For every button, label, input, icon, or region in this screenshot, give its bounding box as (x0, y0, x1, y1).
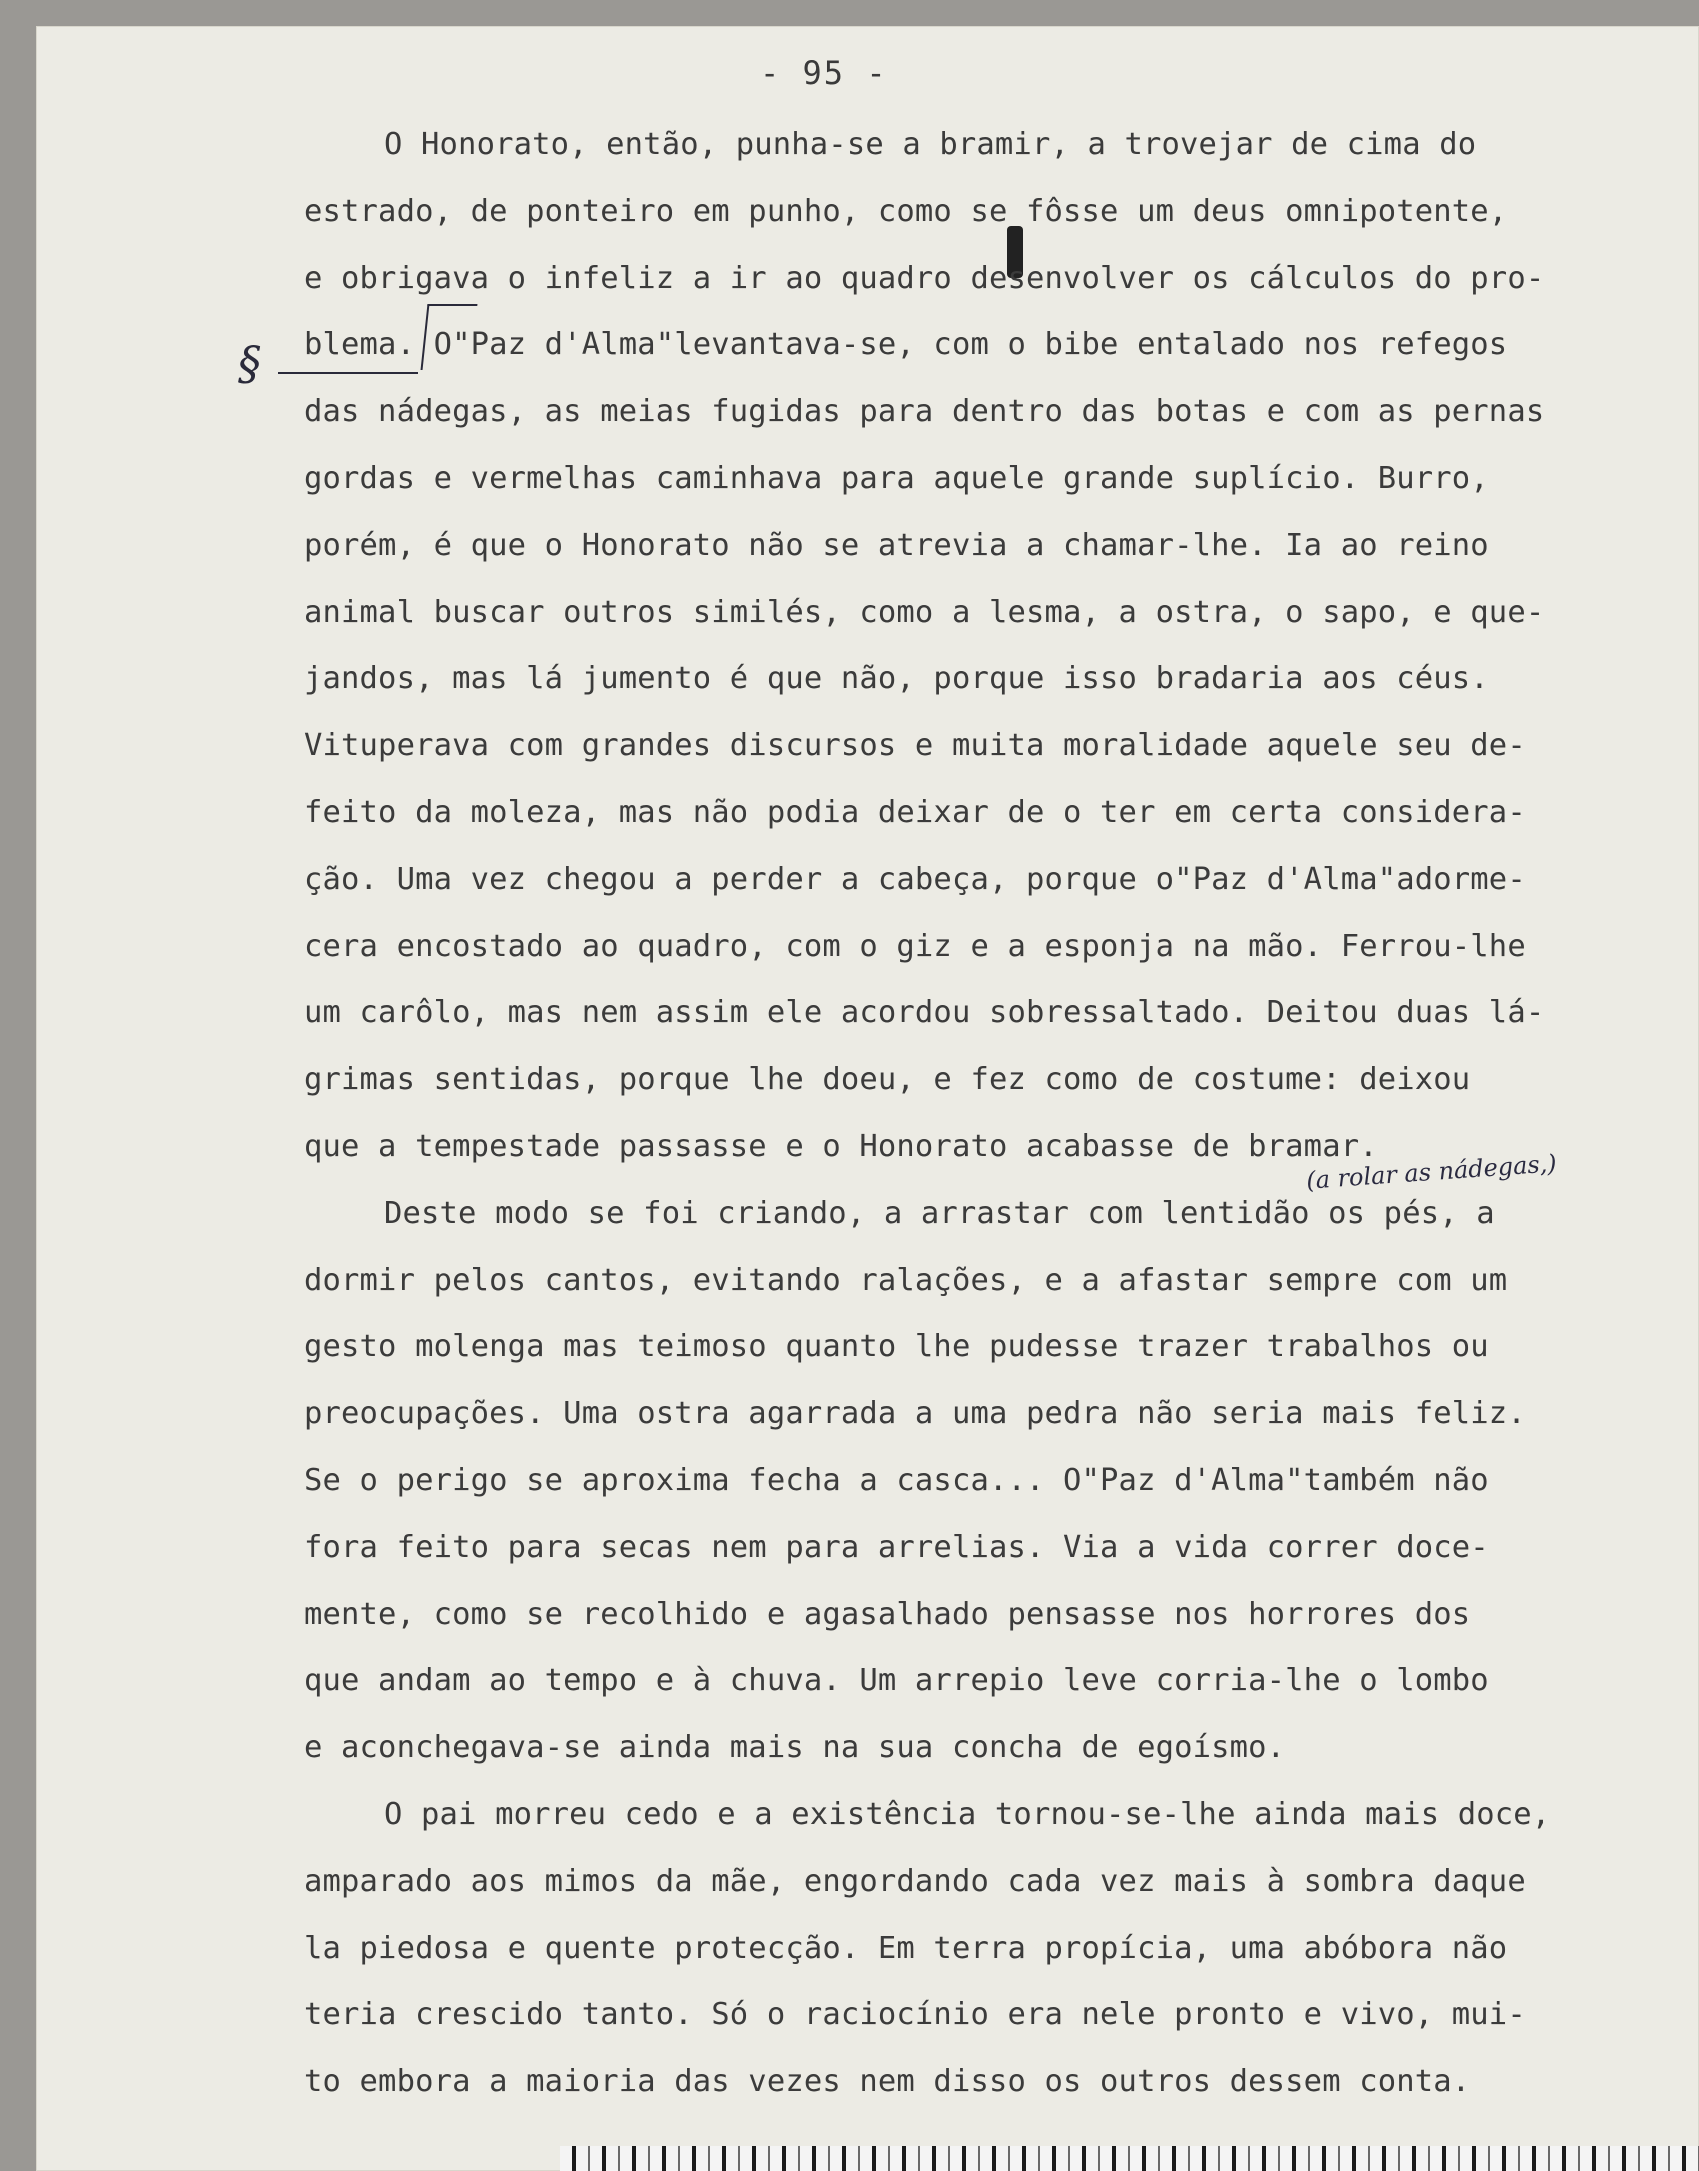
handwritten-annotation: (a rolar as nádegas,) (1305, 1149, 1558, 1195)
text-line: la piedosa e quente protecção. Em terra propícia, uma abóbora não (304, 1930, 1508, 1966)
text-line: estrado, de ponteiro em punho, como se fôsse um deus omnipotente, (304, 193, 1508, 229)
text-line: gordas e vermelhas caminhava para aquele grande suplício. Burro, (304, 460, 1489, 496)
text-line: fora feito para secas nem para arrelias. Via a vida correr doce- (304, 1529, 1489, 1565)
text-line: Deste modo se foi criando, a arrastar com lentidão os pés, a (384, 1195, 1495, 1231)
text-line: amparado aos mimos da mãe, engordando cada vez mais à sombra daque (304, 1863, 1526, 1899)
text-line: que andam ao tempo e à chuva. Um arrepio leve corria-lhe o lombo (304, 1663, 1489, 1699)
text-line: e aconchegava-se ainda mais na sua concha de egoísmo. (304, 1730, 1286, 1766)
text-line: jandos, mas lá jumento é que não, porque isso bradaria aos céus. (304, 661, 1489, 697)
typed-text (304, 112, 1684, 2116)
page-number: - 95 - (760, 54, 888, 92)
text-line: e obrigava o infeliz a ir ao quadro desenvolver os cálculos do pro- (304, 260, 1545, 296)
text-line: preocupações. Uma ostra agarrada a uma pedra não seria mais feliz. (304, 1396, 1526, 1432)
text-line: grimas sentidas, porque lhe doeu, e fez como de costume: deixou (304, 1062, 1471, 1098)
color-scale-bar (560, 2146, 1699, 2171)
text-line: Se o perigo se aproxima fecha a casca... O"Paz d'Alma"também não (304, 1462, 1489, 1498)
text-line: O pai morreu cedo e a existência tornou-se-lhe ainda mais doce, (384, 1796, 1551, 1832)
text-line: das nádegas, as meias fugidas para dentro das botas e com as pernas (304, 394, 1545, 430)
text-line: feito da moleza, mas não podia deixar de o ter em certa considera- (304, 794, 1526, 830)
text-line: um carôlo, mas nem assim ele acordou sobressaltado. Deitou duas lá- (304, 995, 1545, 1031)
text-line: mente, como se recolhido e agasalhado pensasse nos horrores dos (304, 1596, 1471, 1632)
text-line: O Honorato, então, punha-se a bramir, a trovejar de cima do (384, 127, 1477, 162)
text-line: ção. Uma vez chegou a perder a cabeça, porque o"Paz d'Alma"adorme- (304, 861, 1526, 897)
text-line: porém, é que o Honorato não se atrevia a chamar-lhe. Ia ao reino (304, 527, 1489, 563)
text-line: dormir pelos cantos, evitando ralações, e a afastar sempre com um (304, 1262, 1508, 1298)
text-line: gesto molenga mas teimoso quanto lhe pudesse trazer trabalhos ou (304, 1329, 1489, 1365)
paragraph-mark: § (238, 336, 261, 390)
text-line: Vituperava com grandes discursos e muita moralidade aquele seu de- (304, 728, 1526, 764)
text-line: teria crescido tanto. Só o raciocínio era nele pronto e vivo, mui- (304, 1997, 1526, 2033)
text-line: cera encostado ao quadro, com o giz e a esponja na mão. Ferrou-lhe (304, 928, 1526, 964)
text-line: blema. O"Paz d'Alma"levantava-se, com o bibe entalado nos refegos (304, 327, 1508, 363)
text-line: to embora a maioria das vezes nem disso os outros dessem conta. (304, 2064, 1471, 2100)
text-line: animal buscar outros similés, como a lesma, a ostra, o sapo, e que- (304, 594, 1545, 630)
text-line: que a tempestade passasse e o Honorato acabasse de bramar. (304, 1128, 1378, 1164)
